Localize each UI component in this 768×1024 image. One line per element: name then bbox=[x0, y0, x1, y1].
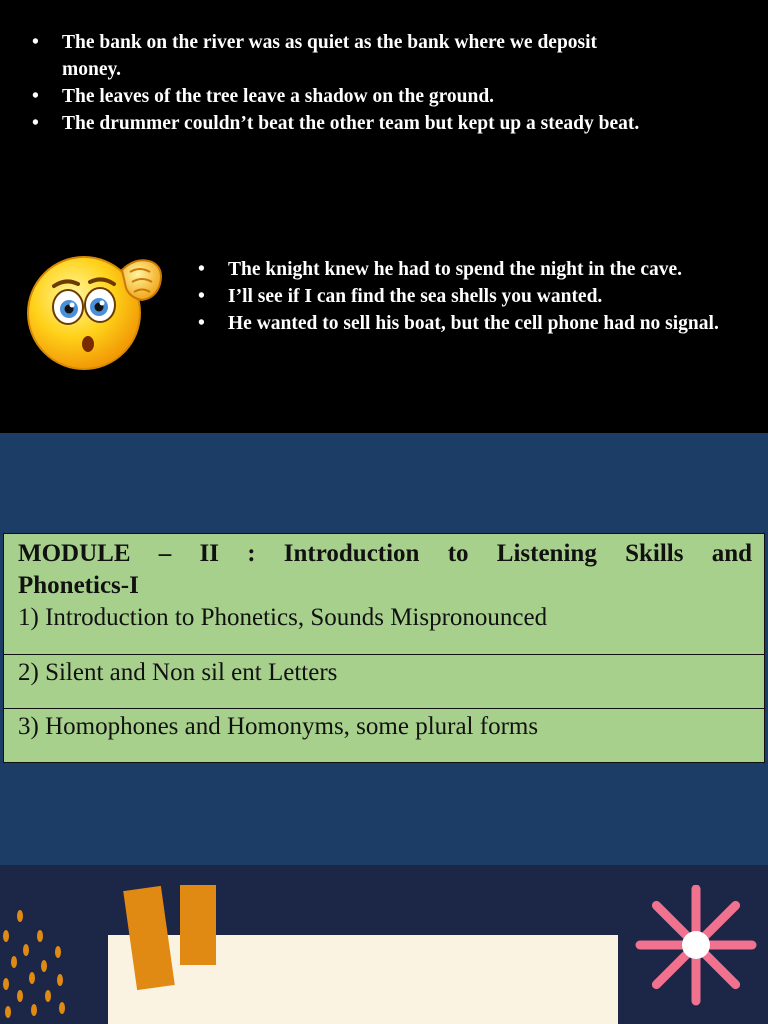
slide-module-overview bbox=[0, 433, 768, 865]
examples-list-top bbox=[30, 29, 640, 137]
module-heading-cell bbox=[4, 534, 765, 655]
topic-item: 3) Homophones and Homonyms, some plural forms bbox=[4, 709, 765, 763]
example-item: • The leaves of the tree leave a shadow on the ground. bbox=[30, 83, 640, 110]
example-item: • He wanted to sell his boat, but the cell phone had no signal. bbox=[196, 310, 756, 337]
orange-dots-decoration bbox=[0, 900, 90, 1024]
table-row bbox=[4, 534, 765, 655]
example-item: • I’ll see if I can find the sea shells you wanted. bbox=[196, 283, 756, 310]
topic-item: 2) Silent and Non sil ent Letters bbox=[4, 655, 765, 709]
tape-strip bbox=[180, 885, 216, 965]
slide-decorative bbox=[0, 865, 768, 1024]
example-item: • The drummer couldn’t beat the other team but kept up a steady beat. bbox=[30, 110, 640, 137]
example-item: • The bank on the river was as quiet as the bank where we deposit money. bbox=[30, 29, 640, 83]
examples-list-right bbox=[196, 256, 756, 337]
topic-item: 1) Introduction to Phonetics, Sounds Mispronounced bbox=[18, 604, 548, 631]
table-row bbox=[4, 655, 765, 709]
module-table bbox=[3, 533, 765, 763]
table-row bbox=[4, 709, 765, 763]
slide-homophones-examples bbox=[0, 0, 768, 433]
flower-icon bbox=[632, 885, 762, 1015]
module-heading-continued: Phonetics-I bbox=[18, 572, 139, 599]
confused-thinking-emoji-icon bbox=[26, 252, 168, 372]
module-heading: MODULE – II : Introduction to Listening Skills and bbox=[18, 540, 752, 567]
example-item: • The knight knew he had to spend the night in the cave. bbox=[196, 256, 756, 283]
